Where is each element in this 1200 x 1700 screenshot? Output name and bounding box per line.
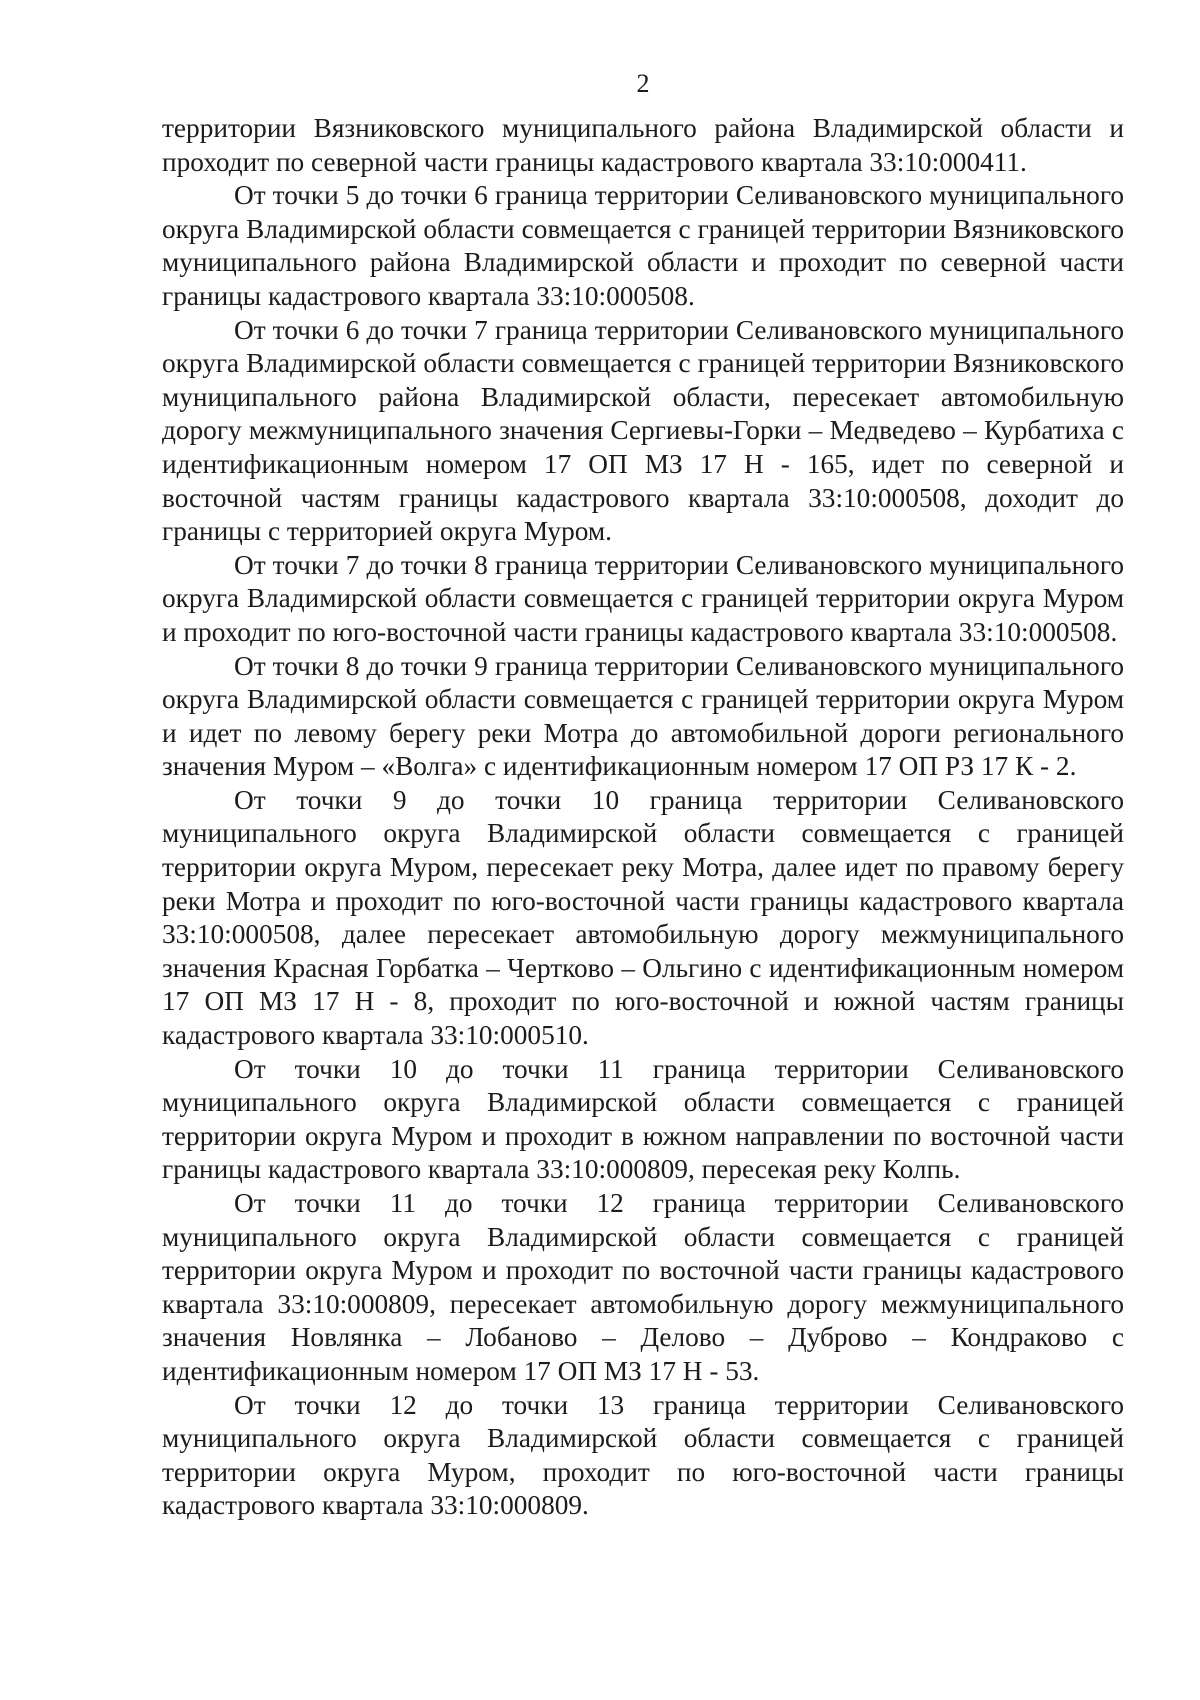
paragraph-points-9-10: От точки 9 до точки 10 граница территории Селивановского муниципального округа Владимирской области совмещается с границей территории округа Муром, пересекает реку Мотра, далее идет по правому берегу реки Мотра и проходит по юго-восточной части границы кадастрового квартала 33:10:000508, далее пересекает автомобильную дорогу межмуниципального значения Красная Горбатка – Чертково – Ольгино с идентификационным номером 17 ОП МЗ 17 Н - 8, проходит по юго-восточной и южной частям границы кадастрового квартала 33:10:000510. (162, 784, 1124, 1051)
paragraph-continuation: территории Вязниковского муниципального района Владимирской области и проходит по северной части границы кадастрового квартала 33:10:000411. (162, 113, 1124, 177)
paragraph-points-6-7: От точки 6 до точки 7 граница территории Селивановского муниципального округа Владимирской области совмещается с границей территории Вязниковского муниципального района Владимирской области, пересекает автомобильную дорогу межмуниципального значения Сергиевы-Горки – Медведево – Курбатиха с идентификационным номером 17 ОП МЗ 17 Н - 165, идет по северной и восточной частям границы кадастрового квартала 33:10:000508, доходит до границы с территорией округа Муром. (162, 314, 1124, 547)
paragraph-points-10-11: От точки 10 до точки 11 граница территории Селивановского муниципального округа Владимирской области совмещается с границей территории округа Муром и проходит в южном направлении по восточной части границы кадастрового квартала 33:10:000809, пересекая реку Колпь. (162, 1053, 1124, 1185)
paragraph-points-7-8: От точки 7 до точки 8 граница территории Селивановского муниципального округа Владимирской области совмещается с границей территории округа Муром и проходит по юго-восточной части границы кадастрового квартала 33:10:000508. (162, 549, 1124, 647)
paragraph-points-12-13: От точки 12 до точки 13 граница территории Селивановского муниципального округа Владимирской области совмещается с границей территории округа Муром, проходит по юго-восточной части границы кадастрового квартала 33:10:000809. (162, 1389, 1124, 1521)
document-body (162, 112, 1124, 1523)
paragraph-points-8-9: От точки 8 до точки 9 граница территории Селивановского муниципального округа Владимирской области совмещается с границей территории округа Муром и идет по левому берегу реки Мотра до автомобильной дороги регионального значения Муром – «Волга» с идентификационным номером 17 ОП РЗ 17 К - 2. (162, 650, 1124, 782)
page-number: 2 (636, 69, 650, 98)
paragraph-points-5-6: От точки 5 до точки 6 граница территории Селивановского муниципального округа Владимирской области совмещается с границей территории Вязниковского муниципального района Владимирской области и проходит по северной части границы кадастрового квартала 33:10:000508. (162, 180, 1124, 311)
document-page (162, 68, 1124, 1523)
paragraph-points-11-12: От точки 11 до точки 12 граница территории Селивановского муниципального округа Владимирской области совмещается с границей территории округа Муром и проходит по восточной части границы кадастрового квартала 33:10:000809, пересекает автомобильную дорогу межмуниципального значения Новлянка – Лобаново – Делово – Дуброво – Кондраково с идентификационным номером 17 ОП МЗ 17 Н - 53. (162, 1188, 1124, 1386)
